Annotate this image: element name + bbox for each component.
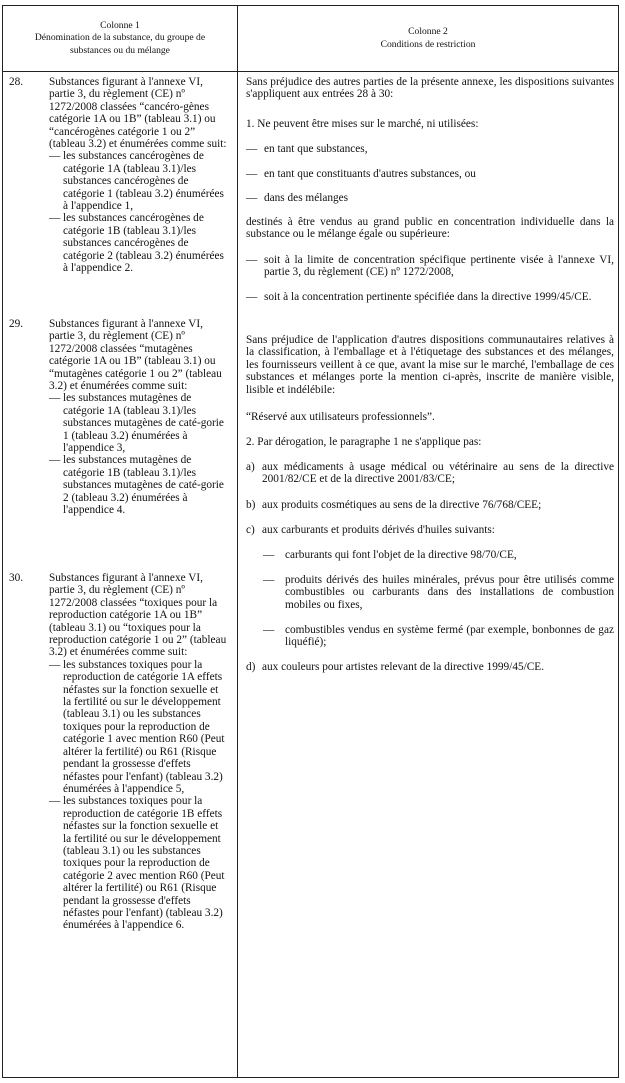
exemption-text: aux médicaments à usage médical ou vétérinaire au sens de la directive 2001/82/CE et de la directive 2001/83/CE; (262, 461, 614, 486)
entry-text: Substances figurant à l'annexe VI, partie 3, du règlement (CE) nº 1272/2008 classées “cancéro-gènes catégorie 1A ou 1B” (tableau 3.1) ou “cancérogènes catégorie 1 ou 2” (tableau 3.2) et énumérées comme suit: (49, 76, 227, 151)
entry-bullet: — les substances cancérogènes de catégorie 1B (tableau 3.1)/les substances cancérogènes de catégorie 2 (tableau 3.2) énumérées à l'appendice 2. (49, 212, 229, 274)
exemption-text: aux carburants et produits dérivés d'huiles suivants: (262, 524, 495, 536)
paragraph-2: 2. Par dérogation, le paragraphe 1 ne s'applique pas: (246, 436, 482, 448)
exemption-text: aux couleurs pour artistes relevant de la directive 1999/45/CE. (262, 661, 545, 673)
column-2-title: Colonne 2 (408, 26, 448, 37)
column-1-subtitle: Dénomination de la substance, du groupe de substances ou du mélange (34, 32, 206, 56)
labelling-paragraph: Sans préjudice de l'application d'autres dispositions communautaires relatives à la classification, à l'emballage et à l'étiquetage des substances et des mélanges, les fournisseurs veillent à ce que, avant la mise sur le marché, l'emballage de ces substances et mélanges porte la mention ci-après, inscrite de manière visible, lisible et indélébile: (246, 334, 614, 396)
paragraph-1-tail: destinés à être vendus au grand public en concentration individuelle dans la substance ou le mélange égale ou supérieure: (246, 216, 614, 241)
conditions-intro: Sans préjudice des autres parties de la présente annexe, les dispositions suivantes s'appliquent aux entrées 28 à 30: (246, 76, 614, 101)
dash-item-text: en tant que substances, (264, 143, 368, 155)
entry-bullet: — les substances cancérogènes de catégorie 1A (tableau 3.1)/les substances cancérogènes de catégorie 1 (tableau 3.2) énumérées à l'appendice 1, (49, 150, 229, 212)
entry-text: Substances figurant à l'annexe VI, partie 3, du règlement (CE) nº 1272/2008 classées “mutagènes catégorie 1A ou 1B” (tableau 3.1) ou “mutagènes catégorie 1 ou 2” (tableau 3.2) et énumérées comme suit: (49, 318, 222, 393)
entry-bullet: — les substances mutagènes de catégorie 1A (tableau 3.1)/les substances mutagènes de caté-gorie 1 (tableau 3.2) énumérées à l'appendice 3, (49, 392, 229, 454)
mandatory-mention: “Réservé aux utilisateurs professionnels”. (246, 411, 435, 423)
entry-text: Substances figurant à l'annexe VI, partie 3, du règlement (CE) nº 1272/2008 classées “toxiques pour la reproduction catégorie 1A ou 1B” (tableau 3.1) ou “toxiques pour la reproduction catégorie 1 ou 2” (tableau 3.2) et énumérées comme suit: (49, 572, 227, 659)
restriction-table: Colonne 1 Dénomination de la substance, du groupe de substances ou du mélange Colonne 2 Conditions de restriction 28. Substances figurant à l'annexe VI, partie 3, du règlement (CE) nº 1272/2008 classées “cancéro-gènes catégorie 1A ou 1B” (tableau 3.1) ou “cancérogènes catégorie 1 ou 2” (tableau 3.2) et énumérées comme suit: — les substances cancérogènes de catégorie 1A (tableau 3.1)/les substances cancérogènes de catégorie 1 (tableau 3.2) énumérées à l'appendice 1, — les substances cancérogènes de catégorie 1B (tableau 3.1)/les substances cancérogènes de catégorie 2 (tableau 3.2) énumérées à l'appendice 2. 29. Substances figurant à l'annexe VI, partie 3, du règlement (CE) nº 1272/2008 classées “mutagènes catégorie 1A ou 1B” (tableau 3.1) ou “mutagènes catégorie 1 ou 2” (tableau 3.2) et énumérées comme suit: — les substances mutagènes de catégorie 1A (tableau 3.1)/les substances mutagènes de caté-gorie 1 (tableau 3.2) énumérées à l'appendice 3, — les substances mutagènes de catégorie 1B (tableau 3.1)/les substances mutagènes de caté-gorie 2 (tableau 3.2) énumérées à l'appendice 4. 30. Substances figurant à l'annexe VI, partie 3, du règlement (CE) nº 1272/2008 classées “toxiques pour la reproduction catégorie 1A ou 1B” (tableau 3.1) ou “toxiques pour la reproduction catégorie 1 ou 2” (tableau 3.2) et énumérées comme suit: — les substances toxiques pour la reproduction de catégorie 1A effets néfastes sur la fonction sexuelle et la fertilité ou sur le développement (tableau 3.1) ou les substances toxiques pour la reproduction de catégorie 1 avec mention R60 (Peut altérer la fertilité) ou R61 (Risque pendant la grossesse d'effets néfastes pour l'enfant) (tableau 3.2) énumérées à l'appendice 5, — les substances toxiques pour la reproduction de catégorie 1B effets néfastes sur la fonction sexuelle et la fertilité ou sur le développement (tableau 3.1) ou les substances toxiques pour la reproduction de catégorie 2 avec mention R60 (Peut altérer la fertilité) ou R61 (Risque pendant la grossesse d'effets néfastes pour l'enfant) (tableau 3.2) énumérées à l'appendice 6. Sans préjudice des autres parties de la présente annexe, les dispositions suivantes s'appliquent aux entrées 28 à 30: 1. Ne peuvent être mises sur le marché, ni utilisées: — en tant que substances, — en tant que constituants d'autres substances, ou — dans des mélanges destinés à être vendus au grand public en concentration individuelle dans la substance ou le mélange égale ou supérieure: — soit à la limite de concentration spécifique pertinente visée à l'annexe VI, partie 3, du règlement (CE) nº 1272/2008, — soit à la concentration pertinente spécifiée dans la directive 1999/45/CE. Sans préjudice de l'application d'autres dispositions communautaires relatives à la classification, à l'emballage et à l'étiquetage des substances et des mélanges, les fournisseurs veillent à ce que, avant la mise sur le marché, l'emballage de ces substances et mélanges porte la mention ci-après, inscrite de manière visible, lisible et indélébile: “Réservé aux utilisateurs professionnels”. 2. Par dérogation, le paragraphe 1 ne s'applique pas: a) aux médicaments à usage médical ou vétérinaire au sens de la directive 2001/82/CE et de la directive 2001/83/CE; b) aux produits cosmétiques au sens de la directive 76/768/CEE; c) aux carburants et produits dérivés d'huiles suivants: — carburants qui font l'objet de la directive 98/70/CE, — produits dérivés des huiles minérales, prévus pour être utilisés comme combustibles ou carburants dans des installations de combustion mobiles ou fixes, — combustibles vendus en système fermé (par exemple, bonbonnes de gaz liquéfié); d) aux couleurs pour artistes relevant de la directive 1999/45/CE. (2, 5, 619, 1078)
header-divider (3, 71, 618, 72)
entry-number: 28. (9, 76, 24, 88)
entry-bullet: — les substances mutagènes de catégorie 1B (tableau 3.1)/les substances mutagènes de caté-gorie 2 (tableau 3.2) énumérées à l'appendice 4. (49, 454, 229, 516)
dash-item-text: soit à la limite de concentration spécifique pertinente visée à l'annexe VI, partie 3, du règlement (CE) nº 1272/2008, (264, 254, 614, 279)
dash-item-text: soit à la concentration pertinente spécifiée dans la directive 1999/45/CE. (264, 291, 592, 303)
column-divider (237, 6, 238, 1077)
column-1-header (3, 6, 237, 71)
dash-item-text: en tant que constituants d'autres substances, ou (264, 168, 476, 180)
column-2-subtitle: Conditions de restriction (380, 38, 476, 50)
column-2-header (238, 6, 618, 71)
sub-dash-item-text: combustibles vendus en système fermé (par exemple, bonbonnes de gaz liquéfié); (285, 624, 614, 649)
entry-number: 30. (9, 572, 24, 584)
entry-bullet: — les substances toxiques pour la reproduction de catégorie 1A effets néfastes sur la fonction sexuelle et la fertilité ou sur le développement (tableau 3.1) ou les substances toxiques pour la reproduction de catégorie 1 avec mention R60 (Peut altérer la fertilité) ou R61 (Risque pendant la grossesse d'effets néfastes pour l'enfant) (tableau 3.2) énumérées à l'appendice 5, (49, 659, 229, 795)
entry-number: 29. (9, 318, 24, 330)
dash-item-text: dans des mélanges (264, 192, 349, 204)
sub-dash-item-text: produits dérivés des huiles minérales, prévus pour être utilisés comme combustibles ou carburants dans des installations de combustion mobiles ou fixes, (285, 574, 614, 611)
exemption-text: aux produits cosmétiques au sens de la directive 76/768/CEE; (262, 499, 542, 511)
entry-bullet: — les substances toxiques pour la reproduction de catégorie 1B effets néfastes sur la fonction sexuelle et la fertilité ou sur le développement (tableau 3.1) ou les substances toxiques pour la reproduction de catégorie 2 avec mention R60 (Peut altérer la fertilité) ou R61 (Risque pendant la grossesse d'effets néfastes pour l'enfant) (tableau 3.2) énumérées à l'appendice 6. (49, 795, 229, 931)
column-1-title: Colonne 1 (100, 19, 140, 31)
sub-dash-item-text: carburants qui font l'objet de la directive 98/70/CE, (285, 549, 517, 561)
paragraph-1: 1. Ne peuvent être mises sur le marché, ni utilisées: (246, 118, 479, 130)
